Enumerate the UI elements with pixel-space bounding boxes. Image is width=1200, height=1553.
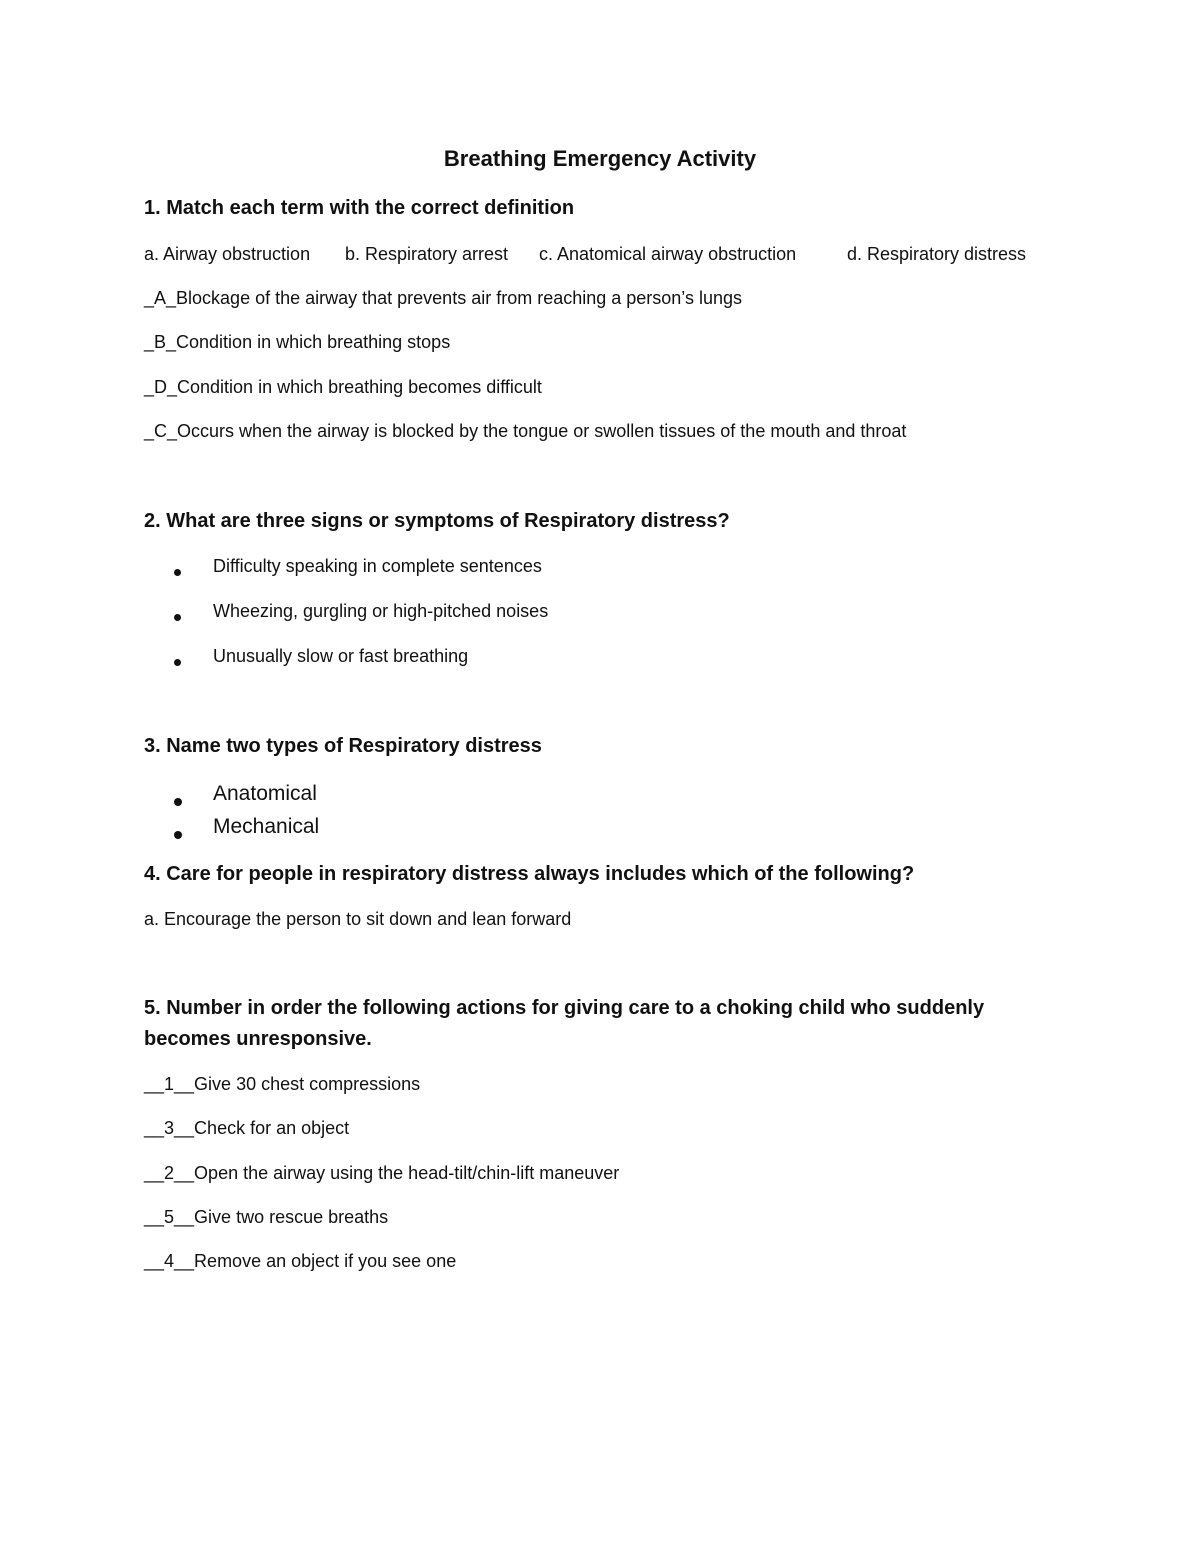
bullet-icon <box>174 561 181 579</box>
bullet-icon <box>174 822 182 843</box>
q1-answer-3: _D_Condition in which breathing becomes difficult <box>144 377 542 397</box>
document-title: Breathing Emergency Activity <box>443 146 757 171</box>
q1-option-a: a. Airway obstruction <box>144 244 311 264</box>
question-5-heading-line1: 5. Number in order the following actions for giving care to a choking child who suddenly <box>144 997 985 1019</box>
q2-bullet-1: Difficulty speaking in complete sentences <box>213 556 542 576</box>
q1-option-c: c. Anatomical airway obstruction <box>539 244 797 264</box>
question-3-heading: 3. Name two types of Respiratory distress <box>144 735 542 757</box>
q2-bullet-2: Wheezing, gurgling or high-pitched noises <box>213 601 549 621</box>
question-1-heading: 1. Match each term with the correct definition <box>144 197 575 219</box>
q1-answer-1: _A_Blockage of the airway that prevents air from reaching a person’s lungs <box>144 288 742 308</box>
q4-answer: a. Encourage the person to sit down and lean forward <box>144 909 572 929</box>
q1-answer-2: _B_Condition in which breathing stops <box>144 332 451 352</box>
q1-option-b: b. Respiratory arrest <box>345 244 509 264</box>
q1-answer-4: _C_Occurs when the airway is blocked by the tongue or swollen tissues of the mouth and throat <box>144 421 907 441</box>
question-2-heading: 2. What are three signs or symptoms of Respiratory distress? <box>144 510 730 532</box>
q2-bullet-3: Unusually slow or fast breathing <box>213 646 469 666</box>
question-5-heading-line2: becomes unresponsive. <box>144 1028 372 1050</box>
q1-option-d: d. Respiratory distress <box>847 244 1027 264</box>
q5-step-2: __3__Check for an object <box>144 1118 350 1138</box>
q5-step-4: __5__Give two rescue breaths <box>144 1207 389 1227</box>
q3-bullet-2: Mechanical <box>213 815 320 838</box>
question-4-heading: 4. Care for people in respiratory distress always includes which of the following? <box>144 863 915 885</box>
q5-step-3: __2__Open the airway using the head-tilt/chin-lift maneuver <box>144 1163 620 1183</box>
q5-step-5: __4__Remove an object if you see one <box>144 1251 457 1271</box>
bullet-icon <box>174 789 182 810</box>
bullet-icon <box>174 606 181 624</box>
q5-step-1: __1__Give 30 chest compressions <box>144 1074 421 1094</box>
q3-bullet-1: Anatomical <box>213 782 317 805</box>
bullet-icon <box>174 651 181 669</box>
